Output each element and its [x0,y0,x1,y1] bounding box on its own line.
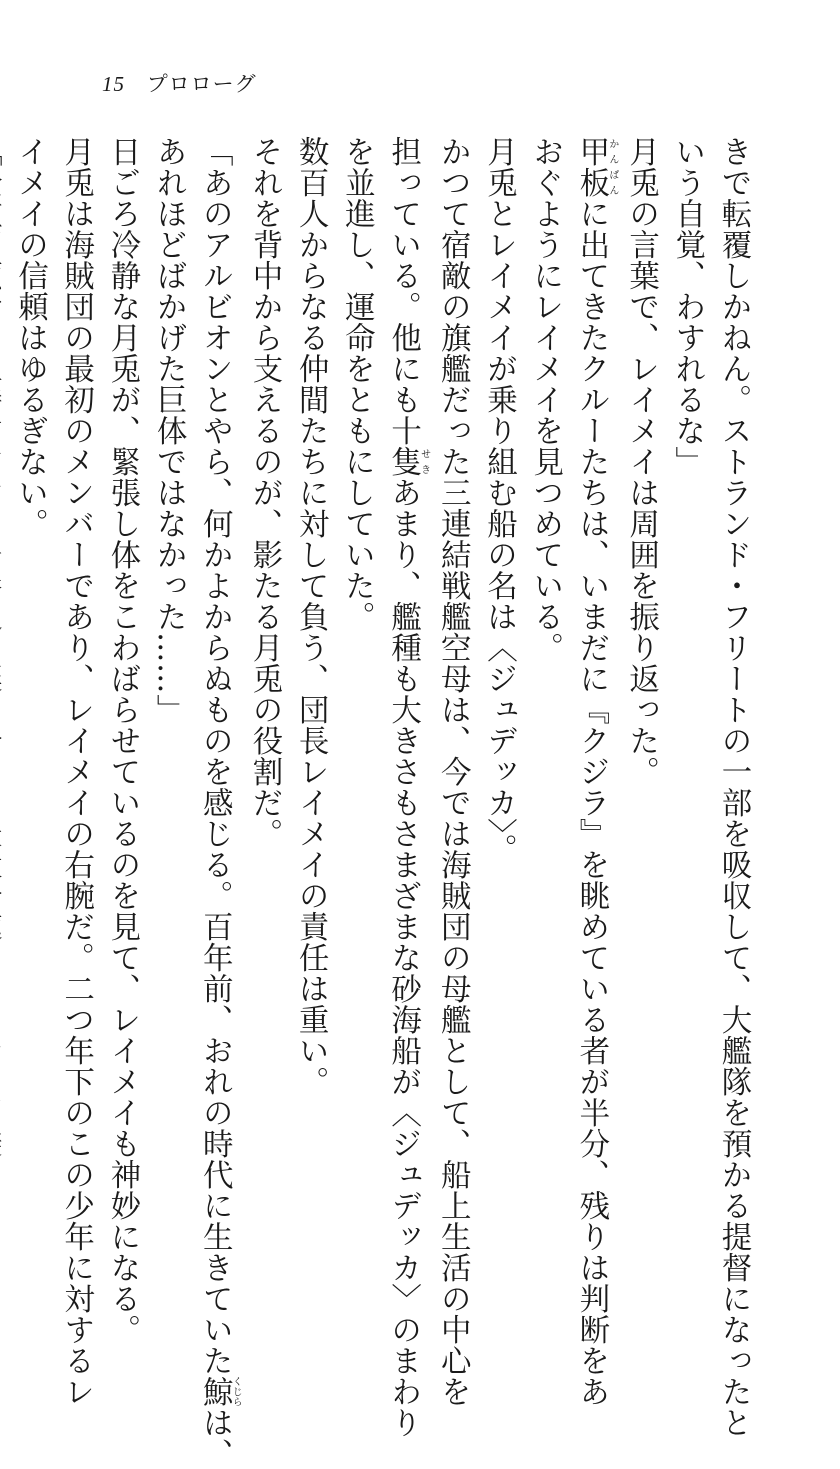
text-line: かつて宿敵の旗艦だった三連結戦艦空母は、今では海賊団の母艦として、船上生活の中心を [435,136,471,1407]
ruby-annotation: 鯨くじら [197,1376,242,1407]
text-line: 月兎とレイメイが乗り組む船の名は〈ジュデッカ〉。 [481,136,517,865]
text-line: 日ごろ冷静な月兎が、緊張し体をこわばらせているのを見て、レイメイも神妙になる。 [104,136,140,1345]
text-line: あれほどばかげた巨体ではなかった……」 [151,136,187,725]
text-line: おぐようにレイメイを見つめている。 [527,136,563,663]
text-line: 月兎は海賊団の最初のメンバーであり、レイメイの右腕だ。二つ年下のこの少年に対するレ [58,136,94,1407]
ruby-annotation: 甲板かんぱん [573,136,618,198]
text-line: を並進し、運命をともにしていた。 [339,136,375,632]
text-line: イメイの信頼はゆるぎない。 [12,136,48,539]
ruby-annotation: 隻せき [385,446,430,477]
text-line: いう自覚、わすれるな」 [669,136,705,477]
text-line: 数百人からなる仲間たちに対して負う、団長レイメイの責任は重い。 [293,136,329,1097]
body-text [12,136,756,1469]
text-line: きで転覆しかねん。ストランド・フリートの一部を吸収して、大艦隊を預かる提督になったと [716,136,751,1438]
text-line [0,136,6,1136]
text-line: 甲板かんぱんに出てきたクルーたちは、いまだに『クジラ』を眺めている者が半分、残りは判断をあ [573,136,618,1407]
running-header [102,68,257,98]
text-line: 担っている。他にも十隻せきあまり、艦種も大きさもさまざまな砂海船が〈ジュデッカ〉のまわり [385,136,430,1438]
page-number: 15 [102,72,125,96]
chapter-title: プロローグ [146,72,257,96]
text-line: 月兎の言葉で、レイメイは周囲を振り返った。 [623,136,659,787]
text-line: それを背中から支えるのが、影たる月兎の役割だ。 [246,136,282,849]
text-line: 「あのアルビオンとやら、何かよからぬものを感じる。百年前、おれの時代に生きていた鯨くじらは、 [197,136,242,1469]
